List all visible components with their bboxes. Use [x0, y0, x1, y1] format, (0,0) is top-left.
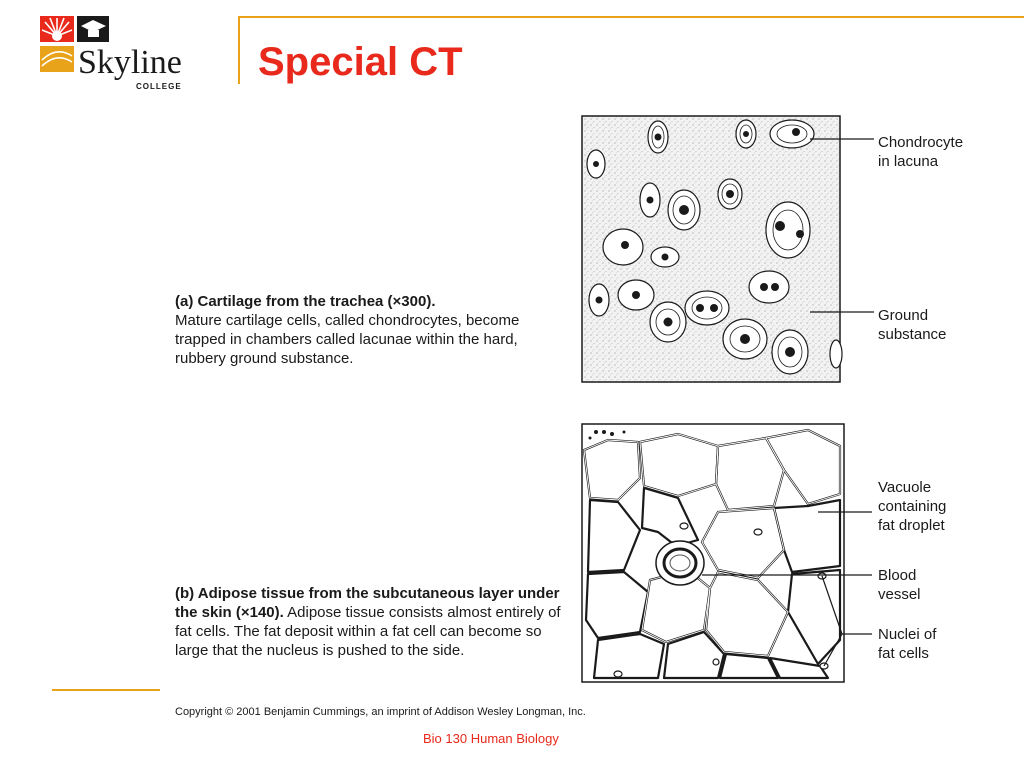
header-divider	[238, 16, 240, 84]
label-vacuole-line3: fat droplet	[878, 517, 945, 534]
caption-adipose	[175, 584, 570, 660]
label-blood-line2: vessel	[878, 586, 921, 603]
label-chondrocyte-line1: Chondrocyte	[878, 134, 964, 151]
caption-adipose-heading: (b) Adipose tissue from the subcutaneous layer under the skin (×140).	[175, 585, 560, 621]
copyright-notice: Copyright © 2001 Benjamin Cummings, an imprint of Addison Wesley Longman, Inc.	[175, 706, 586, 718]
label-blood-vessel	[878, 566, 921, 604]
caption-cartilage-heading: (a) Cartilage from the trachea (×300).	[175, 293, 436, 310]
label-nuclei-line1: Nuclei of	[878, 626, 937, 643]
logo-wordmark: Skyline	[78, 44, 182, 81]
label-ground-line1: Ground	[878, 307, 929, 324]
caption-adipose-text: Adipose tissue consists almost entirely of fat cells. The fat deposit within a fat cell can become so large that the nucleus is pushed to the side.	[175, 604, 561, 659]
label-ground-substance	[878, 306, 946, 344]
caption-cartilage-text: Mature cartilage cells, called chondrocytes, become trapped in chambers called lacunae within the hard, rubbery ground substance.	[175, 312, 520, 367]
logo-subtitle: COLLEGE	[136, 82, 182, 91]
caption-cartilage	[175, 292, 565, 368]
label-blood-line1: Blood	[878, 567, 917, 584]
label-vacuole-line2: containing	[878, 498, 947, 515]
header-rule	[238, 16, 1024, 18]
slide-footer: Bio 130 Human Biology	[423, 731, 559, 746]
label-ground-line2: substance	[878, 326, 947, 343]
label-nuclei-line2: fat cells	[878, 645, 929, 662]
label-chondrocyte-line2: in lacuna	[878, 153, 939, 170]
label-chondrocyte	[878, 133, 963, 171]
label-vacuole-line1: Vacuole	[878, 479, 932, 496]
label-nuclei	[878, 625, 936, 663]
footer-rule	[52, 689, 160, 691]
slide-title: Special CT	[258, 40, 463, 84]
adipose-figure	[578, 420, 1018, 685]
label-vacuole	[878, 478, 946, 535]
